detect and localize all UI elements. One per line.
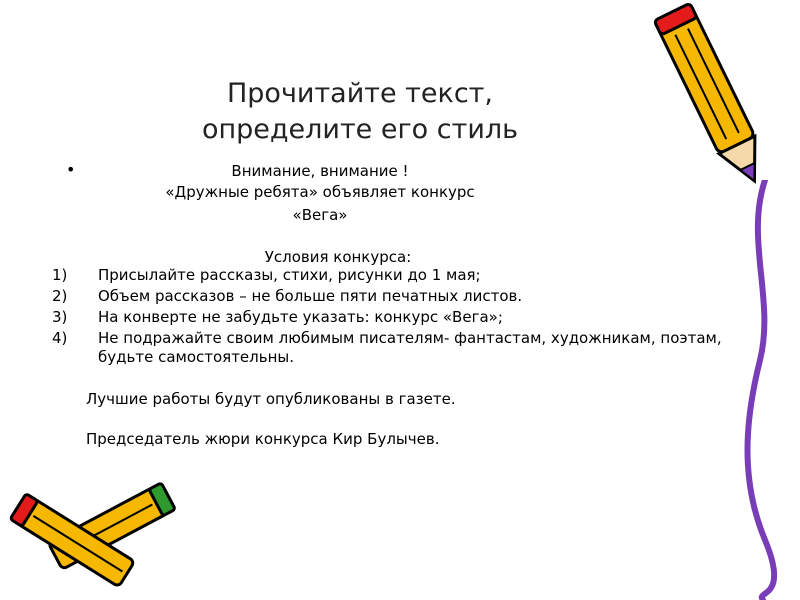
announcement-line-2: «Дружные ребята» объявляет конкурс xyxy=(165,183,475,201)
pencil-body xyxy=(658,10,755,153)
list-text: Присылайте рассказы, стихи, рисунки до 1 мая; xyxy=(98,266,481,284)
crayons-icon xyxy=(0,470,190,600)
list-number: 4) xyxy=(52,329,68,347)
bullet-dot: • xyxy=(66,160,76,179)
list-text: Объем рассказов – не больше пяти печатных листов. xyxy=(98,287,523,305)
list-item xyxy=(52,266,732,285)
title-line-1: Прочитайте текст, xyxy=(226,78,493,109)
pencil-icon xyxy=(640,0,790,200)
list-item xyxy=(52,287,732,306)
list-item xyxy=(52,308,732,327)
closing-line-1: Лучшие работы будут опубликованы в газете. xyxy=(86,390,456,408)
crayon-line-icon xyxy=(735,180,785,600)
closing-line-2: Председатель жюри конкурса Кир Булычев. xyxy=(86,430,440,448)
list-number: 3) xyxy=(52,308,68,326)
announcement-line-3: «Вега» xyxy=(292,206,348,224)
title-line-2: определите его стиль xyxy=(201,114,519,145)
conditions-list xyxy=(52,266,732,369)
list-number: 2) xyxy=(52,287,68,305)
announcement-line-1: Внимание, внимание ! xyxy=(231,162,409,180)
list-number: 1) xyxy=(52,266,68,284)
list-text: Не подражайте своим любимым писателям- фантастам, художникам, поэтам, будьте самостоятельны. xyxy=(98,329,722,366)
list-item xyxy=(52,329,732,367)
conditions-heading: Условия конкурса: xyxy=(264,248,412,266)
list-text: На конверте не забудьте указать: конкурс «Вега»; xyxy=(98,308,503,326)
slide-title xyxy=(130,76,590,148)
